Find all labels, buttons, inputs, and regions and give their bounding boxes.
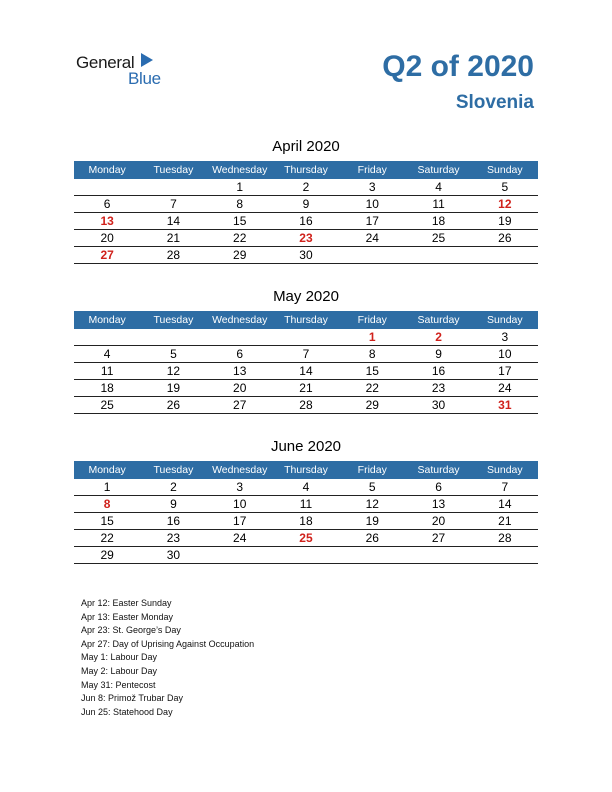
- holiday-note: May 2: Labour Day: [81, 665, 158, 676]
- day-cell: 23: [405, 380, 471, 397]
- holiday-note: Apr 12: Easter Sunday: [81, 598, 172, 608]
- week-row: [74, 196, 538, 213]
- week-row: [74, 213, 538, 230]
- empty-cell: [405, 547, 471, 564]
- empty-cell: [472, 547, 538, 564]
- holiday-note: Apr 13: Easter Monday: [81, 611, 174, 622]
- day-cell: 12: [339, 496, 405, 513]
- day-cell: 23: [140, 530, 206, 547]
- empty-cell: [207, 329, 273, 346]
- weekday-header: Monday: [74, 161, 140, 179]
- day-cell: 22: [207, 230, 273, 247]
- week-row: [74, 247, 538, 264]
- logo-word-general: General: [76, 53, 135, 72]
- day-cell: 15: [74, 513, 140, 530]
- week-row: [74, 179, 538, 196]
- day-cell: 4: [273, 479, 339, 496]
- day-cell: 6: [74, 196, 140, 213]
- empty-cell: [74, 329, 140, 346]
- day-cell: 30: [405, 397, 471, 414]
- day-cell: 8: [339, 346, 405, 363]
- month-title: April 2020: [272, 138, 340, 155]
- day-cell: 26: [339, 530, 405, 547]
- day-cell: 13: [405, 496, 471, 513]
- day-cell: 2: [405, 329, 471, 346]
- empty-cell: [339, 247, 405, 264]
- holiday-note: Jun 25: Statehood Day: [81, 706, 173, 717]
- weekday-header: Wednesday: [207, 311, 273, 329]
- day-cell: 1: [207, 179, 273, 196]
- day-cell: 27: [74, 247, 140, 264]
- empty-cell: [74, 179, 140, 196]
- day-cell: 13: [74, 213, 140, 230]
- day-cell: 16: [140, 513, 206, 530]
- day-cell: 6: [405, 479, 471, 496]
- week-row: [74, 329, 538, 346]
- empty-cell: [472, 247, 538, 264]
- day-cell: 9: [140, 496, 206, 513]
- weekday-header: Tuesday: [140, 311, 206, 329]
- weekday-header-row: [74, 311, 538, 329]
- day-cell: 18: [74, 380, 140, 397]
- day-cell: 3: [339, 179, 405, 196]
- week-row: [74, 363, 538, 380]
- day-cell: 15: [207, 213, 273, 230]
- day-cell: 10: [339, 196, 405, 213]
- day-cell: 7: [472, 479, 538, 496]
- week-row: [74, 496, 538, 513]
- weekday-header: Wednesday: [207, 461, 273, 479]
- day-cell: 16: [405, 363, 471, 380]
- day-cell: 21: [273, 380, 339, 397]
- day-cell: 14: [140, 213, 206, 230]
- day-cell: 14: [273, 363, 339, 380]
- month-may: [74, 287, 538, 414]
- day-cell: 3: [472, 329, 538, 346]
- day-cell: 29: [339, 397, 405, 414]
- day-cell: 22: [339, 380, 405, 397]
- day-cell: 9: [273, 196, 339, 213]
- day-cell: 21: [472, 513, 538, 530]
- empty-cell: [273, 547, 339, 564]
- day-cell: 2: [273, 179, 339, 196]
- empty-cell: [273, 329, 339, 346]
- day-cell: 18: [405, 213, 471, 230]
- logo: [76, 52, 176, 86]
- day-cell: 15: [339, 363, 405, 380]
- day-cell: 28: [472, 530, 538, 547]
- day-cell: 10: [207, 496, 273, 513]
- week-row: [74, 230, 538, 247]
- day-cell: 11: [405, 196, 471, 213]
- weekday-header: Tuesday: [140, 461, 206, 479]
- day-cell: 9: [405, 346, 471, 363]
- weekday-header-row: [74, 161, 538, 179]
- empty-cell: [140, 179, 206, 196]
- day-cell: 28: [273, 397, 339, 414]
- day-cell: 7: [140, 196, 206, 213]
- week-row: [74, 513, 538, 530]
- weekday-header: Friday: [339, 461, 405, 479]
- logo-flag-icon: [141, 53, 153, 67]
- day-cell: 16: [273, 213, 339, 230]
- day-cell: 4: [405, 179, 471, 196]
- weekday-header: Monday: [74, 311, 140, 329]
- weekday-header: Saturday: [405, 161, 471, 179]
- day-cell: 26: [472, 230, 538, 247]
- month-june: [74, 437, 538, 564]
- weekday-header: Saturday: [405, 311, 471, 329]
- day-cell: 20: [74, 230, 140, 247]
- weekday-header: Sunday: [472, 461, 538, 479]
- day-cell: 24: [339, 230, 405, 247]
- day-cell: 23: [273, 230, 339, 247]
- weekday-header: Thursday: [273, 161, 339, 179]
- day-cell: 27: [207, 397, 273, 414]
- day-cell: 22: [74, 530, 140, 547]
- weekday-header: Saturday: [405, 461, 471, 479]
- day-cell: 20: [207, 380, 273, 397]
- day-cell: 18: [273, 513, 339, 530]
- holiday-note: Apr 23: St. George’s Day: [81, 625, 181, 636]
- empty-cell: [339, 547, 405, 564]
- day-cell: 29: [207, 247, 273, 264]
- day-cell: 5: [140, 346, 206, 363]
- holiday-note: May 1: Labour Day: [81, 652, 158, 663]
- day-cell: 19: [339, 513, 405, 530]
- day-cell: 17: [207, 513, 273, 530]
- day-cell: 24: [207, 530, 273, 547]
- day-cell: 10: [472, 346, 538, 363]
- weekday-header: Thursday: [273, 461, 339, 479]
- empty-cell: [140, 329, 206, 346]
- day-cell: 25: [273, 530, 339, 547]
- day-cell: 29: [74, 547, 140, 564]
- weekday-header: Wednesday: [207, 161, 273, 179]
- weekday-header: Monday: [74, 461, 140, 479]
- week-row: [74, 380, 538, 397]
- day-cell: 21: [140, 230, 206, 247]
- day-cell: 20: [405, 513, 471, 530]
- empty-cell: [207, 547, 273, 564]
- day-cell: 26: [140, 397, 206, 414]
- holiday-note: Jun 8: Primož Trubar Day: [81, 693, 184, 704]
- logo-word-blue: Blue: [128, 69, 161, 88]
- day-cell: 2: [140, 479, 206, 496]
- day-cell: 8: [207, 196, 273, 213]
- day-cell: 1: [339, 329, 405, 346]
- weekday-header: Thursday: [273, 311, 339, 329]
- weekday-header: Sunday: [472, 311, 538, 329]
- holiday-note: May 31: Pentecost: [81, 679, 156, 690]
- day-cell: 30: [140, 547, 206, 564]
- holiday-notes: [81, 597, 254, 719]
- day-cell: 6: [207, 346, 273, 363]
- week-row: [74, 346, 538, 363]
- day-cell: 24: [472, 380, 538, 397]
- day-cell: 19: [472, 213, 538, 230]
- week-row: [74, 530, 538, 547]
- empty-cell: [405, 247, 471, 264]
- month-title: June 2020: [270, 438, 342, 455]
- day-cell: 17: [339, 213, 405, 230]
- weekday-header: Tuesday: [140, 161, 206, 179]
- week-row: [74, 547, 538, 564]
- month-april: [74, 137, 538, 264]
- day-cell: 12: [140, 363, 206, 380]
- week-row: [74, 479, 538, 496]
- day-cell: 25: [74, 397, 140, 414]
- day-cell: 17: [472, 363, 538, 380]
- calendar-table: [74, 461, 538, 564]
- day-cell: 27: [405, 530, 471, 547]
- day-cell: 12: [472, 196, 538, 213]
- day-cell: 8: [74, 496, 140, 513]
- weekday-header: Sunday: [472, 161, 538, 179]
- calendar-table: [74, 161, 538, 264]
- day-cell: 25: [405, 230, 471, 247]
- day-cell: 7: [273, 346, 339, 363]
- week-row: [74, 397, 538, 414]
- month-title: May 2020: [273, 288, 339, 305]
- day-cell: 28: [140, 247, 206, 264]
- day-cell: 13: [207, 363, 273, 380]
- weekday-header-row: [74, 461, 538, 479]
- day-cell: 4: [74, 346, 140, 363]
- day-cell: 31: [472, 397, 538, 414]
- calendar-table: [74, 311, 538, 414]
- day-cell: 30: [273, 247, 339, 264]
- day-cell: 11: [273, 496, 339, 513]
- weekday-header: Friday: [339, 161, 405, 179]
- day-cell: 11: [74, 363, 140, 380]
- page-title: Q2 of 2020: [382, 50, 534, 83]
- day-cell: 5: [472, 179, 538, 196]
- weekday-header: Friday: [339, 311, 405, 329]
- country-name: Slovenia: [455, 92, 534, 113]
- day-cell: 19: [140, 380, 206, 397]
- holiday-note: Apr 27: Day of Uprising Against Occupation: [81, 638, 255, 649]
- day-cell: 5: [339, 479, 405, 496]
- day-cell: 1: [74, 479, 140, 496]
- day-cell: 14: [472, 496, 538, 513]
- day-cell: 3: [207, 479, 273, 496]
